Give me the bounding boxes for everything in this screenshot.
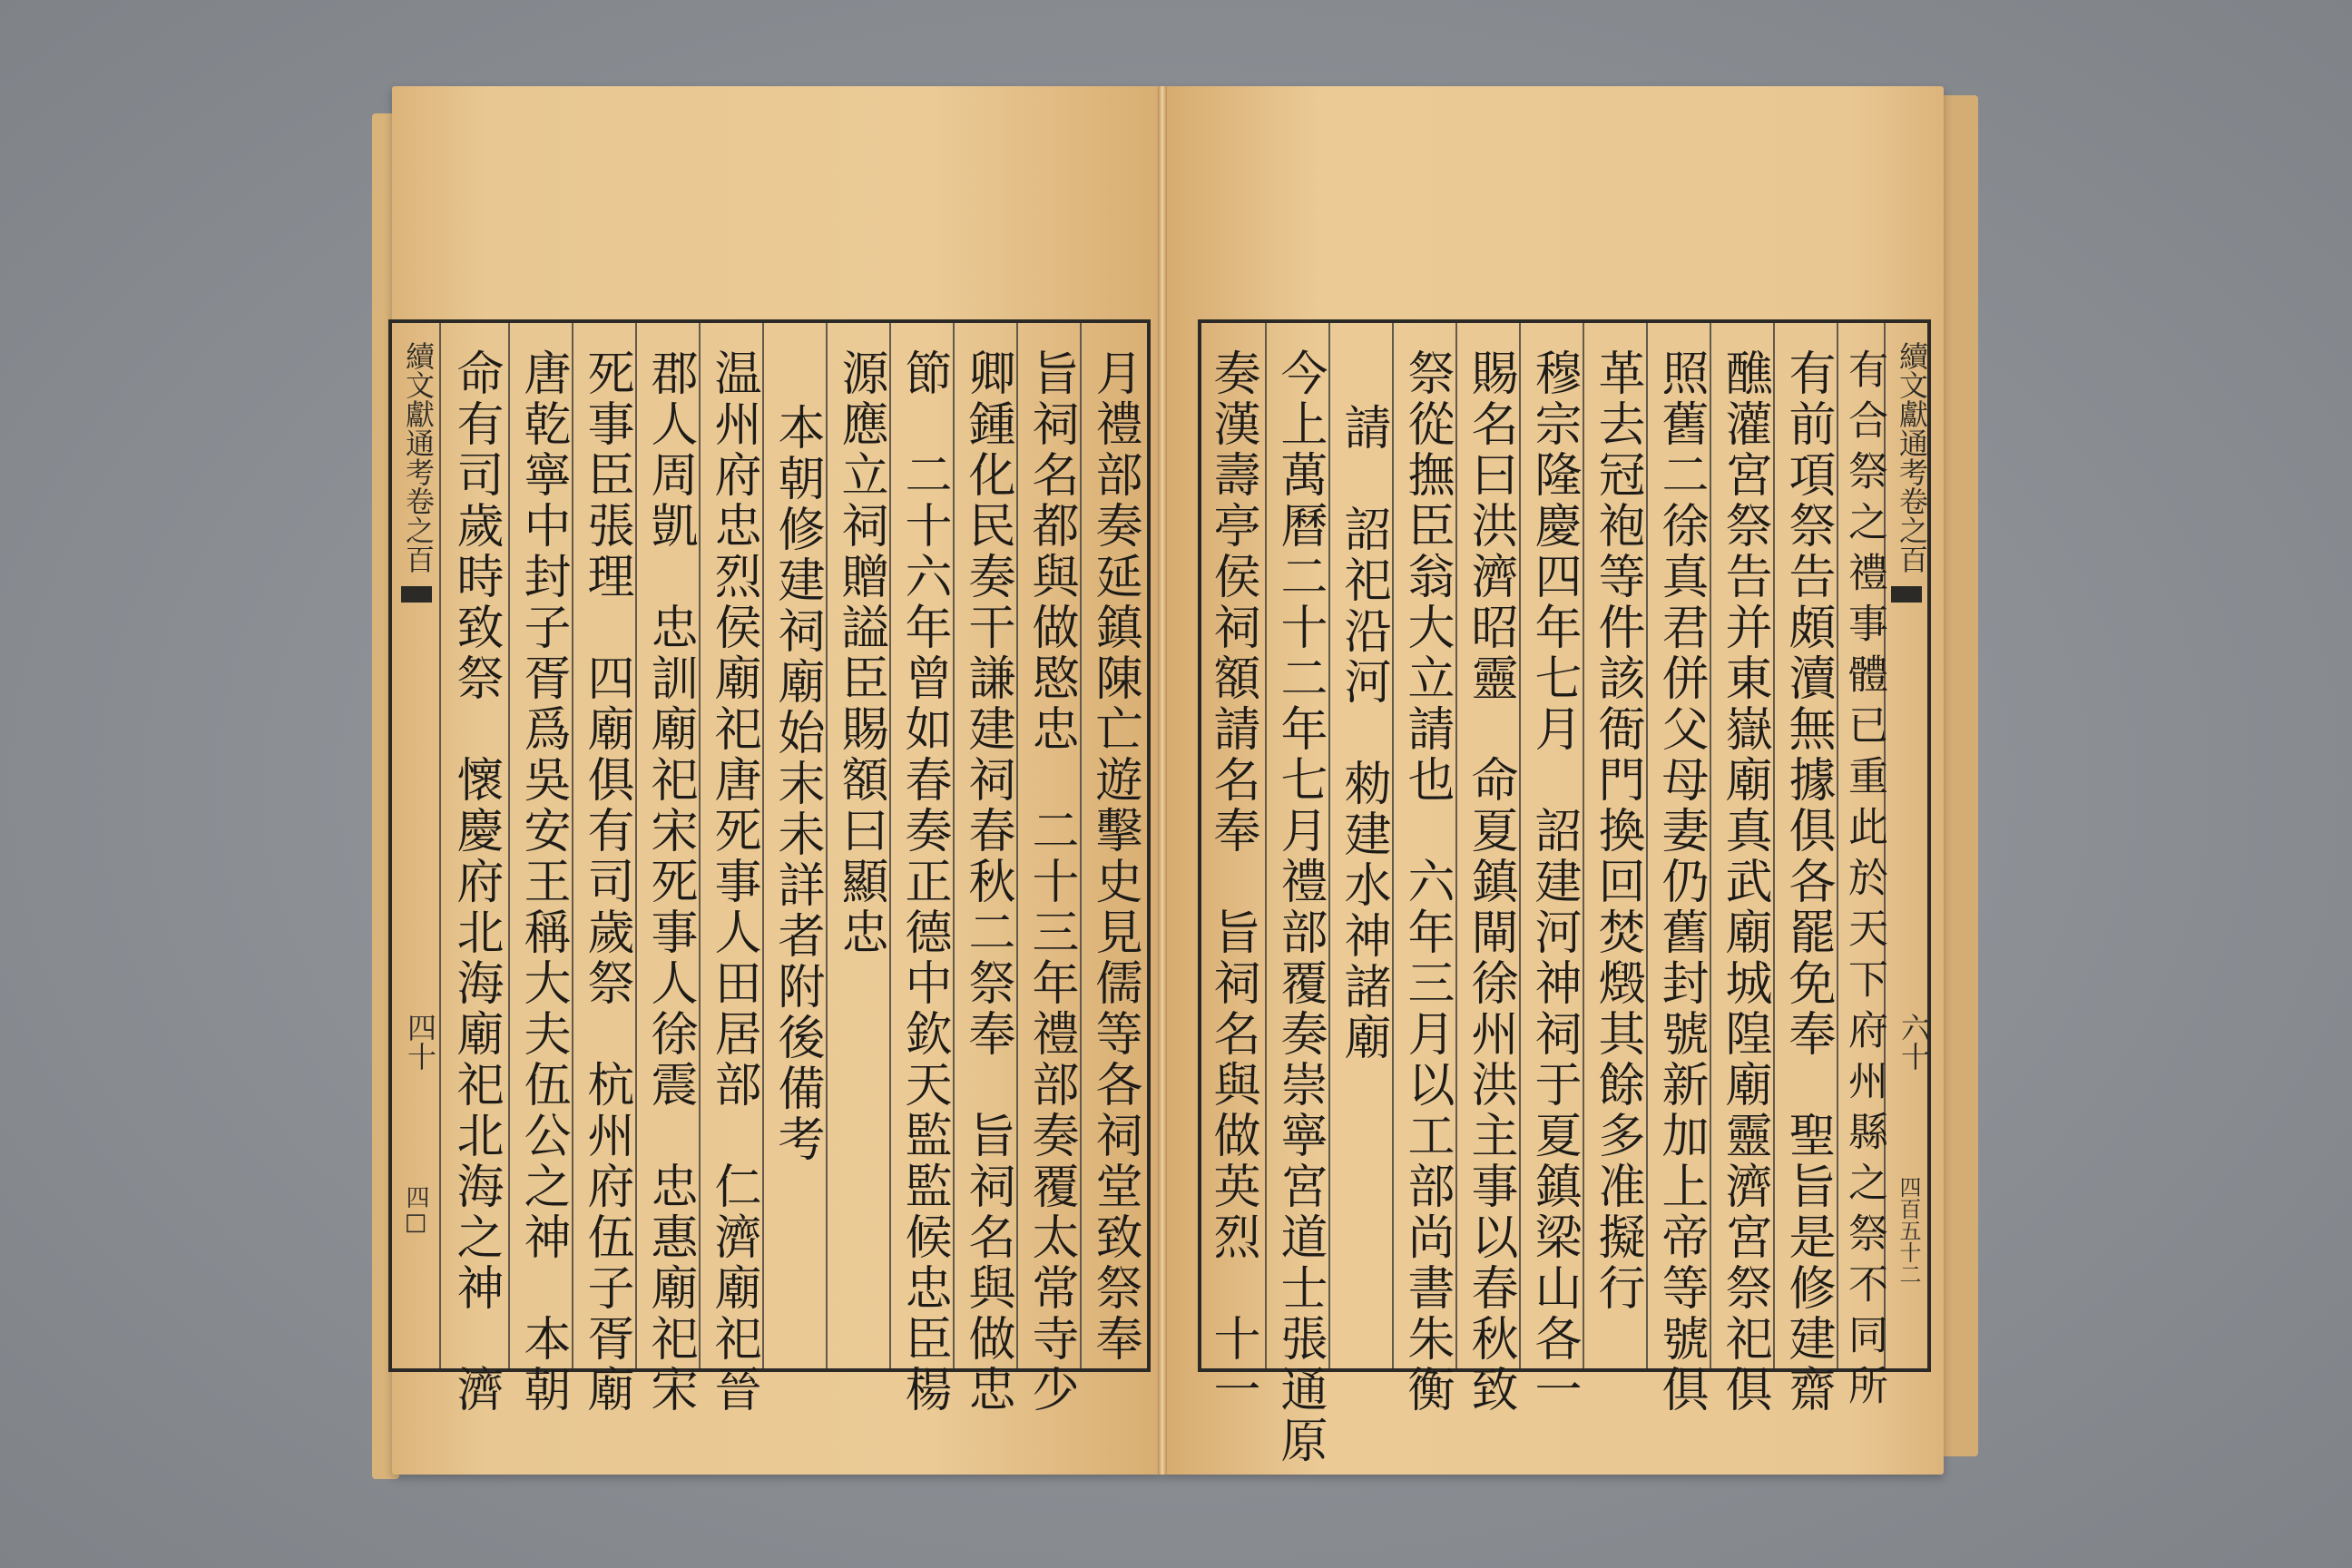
column-rule xyxy=(1328,323,1330,1368)
column-rule xyxy=(1837,323,1838,1368)
text-column: 本朝修建祠廟始末未詳者附後備考 xyxy=(769,403,824,1165)
column-rule xyxy=(1646,323,1648,1368)
column-rule xyxy=(1773,323,1775,1368)
text-column: 郡人周凱 忠訓廟祀宋死事人徐震 忠惠廟祀宋 xyxy=(642,348,697,1416)
text-column: 死事臣張理 四廟俱有司歲祭 杭州府伍子胥廟 xyxy=(579,348,633,1416)
text-column: 奏漢壽亭侯祠額請名奉 旨祠名與做英烈 十一 xyxy=(1205,348,1259,1416)
column-rule xyxy=(1710,323,1711,1368)
left-page-text-frame xyxy=(388,319,1151,1416)
text-column: 卿鍾化民奏干謙建祠春秋二祭奉 旨祠名與做忠 xyxy=(960,348,1014,1416)
column-rule xyxy=(699,323,701,1368)
right-margin-page: 六十 xyxy=(1896,1013,1931,1071)
right-page-text-frame xyxy=(1198,319,1931,1466)
text-column: 旨祠名都與做愍忠 二十三年禮部奏覆太常寺少 xyxy=(1024,348,1078,1416)
text-column: 醮灌宮祭告并東嶽廟真武廟城隍廟靈濟宮祭祀俱 xyxy=(1717,348,1771,1416)
column-rule xyxy=(1583,323,1584,1368)
column-rule xyxy=(889,323,891,1368)
text-column: 請 詔祀沿河 勑建水神諸廟 xyxy=(1336,403,1390,1063)
column-rule xyxy=(439,323,441,1368)
left-margin-page: 四十 xyxy=(403,1013,437,1071)
left-margin-title: 續文獻通考卷之百 xyxy=(401,341,436,573)
text-column: 命有司歲時致祭 懷慶府北海廟祀北海之神 濟 xyxy=(448,348,503,1416)
book-gutter xyxy=(1158,86,1167,1475)
text-column: 源應立祠贈謚臣賜額曰顯忠 xyxy=(833,348,887,958)
column-rule xyxy=(1265,323,1267,1368)
column-rule xyxy=(1016,323,1018,1368)
text-column: 有前項祭告頗瀆無據俱各罷免奉 聖旨是修建齋 xyxy=(1780,348,1835,1416)
text-column: 月禮部奏延鎮陳亡遊擊史見儒等各祠堂致祭奉 xyxy=(1087,348,1142,1365)
text-column: 賜名曰洪濟昭靈 命夏鎮閘徐州洪主事以春秋致 xyxy=(1463,348,1517,1416)
right-margin-leaf: 四百五十二 xyxy=(1896,1176,1921,1285)
text-column: 唐乾寧中封子胥爲吳安王稱大夫伍公之神 本朝 xyxy=(515,348,570,1416)
column-rule xyxy=(1392,323,1394,1368)
column-rule xyxy=(1080,323,1082,1368)
column-rule xyxy=(826,323,828,1368)
column-rule xyxy=(953,323,955,1368)
column-rule xyxy=(762,323,764,1368)
column-rule xyxy=(508,323,510,1368)
text-column: 温州府忠烈侯廟祀唐死事人田居部 仁濟廟祀晉 xyxy=(706,348,760,1416)
text-column: 照舊二徐真君併父母妻仍舊封號新加上帝等號俱 xyxy=(1653,348,1708,1416)
column-rule xyxy=(635,323,637,1368)
text-column: 有合祭之禮事體已重此於天下府州縣之祭不同所 xyxy=(1841,348,1887,1416)
text-column: 節 二十六年曾如春奏正德中欽天監監候忠臣楊 xyxy=(897,348,951,1416)
text-column: 穆宗隆慶四年七月 詔建河神祠于夏鎮梁山各一 xyxy=(1526,348,1581,1416)
column-rule xyxy=(1455,323,1457,1368)
text-column: 革去冠袍等件該衙門換回焚燬其餘多准擬行 xyxy=(1590,348,1644,1314)
text-column: 祭從撫臣翁大立請也 六年三月以工部尚書朱衡 xyxy=(1399,348,1454,1416)
column-rule xyxy=(572,323,573,1368)
right-margin-title: 續文獻通考卷之百 xyxy=(1895,341,1929,573)
left-margin-leaf: 四□ xyxy=(402,1185,429,1236)
fishtail-mark xyxy=(1891,586,1922,603)
fishtail-mark xyxy=(401,586,432,603)
text-column: 今上萬曆二十二年七月禮部覆奏崇寧宮道士張通原 xyxy=(1272,348,1327,1466)
column-rule xyxy=(1519,323,1521,1368)
